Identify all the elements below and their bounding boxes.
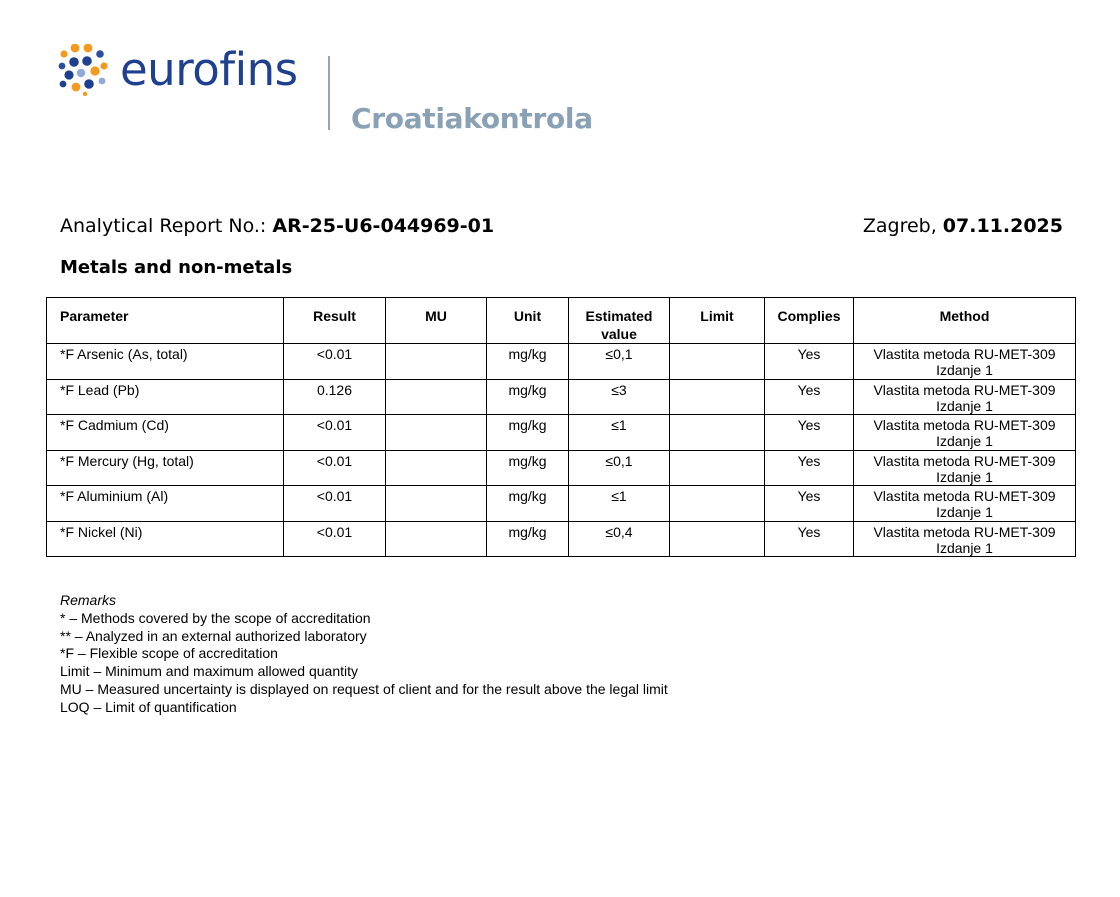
cell-parameter: *F Arsenic (As, total)	[47, 344, 284, 380]
cell-mu	[386, 379, 487, 415]
cell-complies: Yes	[765, 486, 854, 522]
cell-result: <0.01	[284, 450, 386, 486]
remark-line: MU – Measured uncertainty is displayed on request of client and for the result above the legal limit	[60, 680, 668, 697]
report-header	[60, 213, 1063, 239]
method-line2: Izdanje 1	[936, 468, 993, 485]
cell-unit: mg/kg	[487, 379, 569, 415]
remark-line: LOQ – Limit of quantification	[60, 698, 237, 715]
cell-parameter: *F Cadmium (Cd)	[47, 415, 284, 451]
company-logo	[58, 43, 593, 144]
header-mu: MU	[386, 298, 487, 344]
header-complies: Complies	[765, 298, 854, 344]
remarks-section	[60, 592, 668, 717]
cell-estimated: ≤3	[569, 379, 670, 415]
cell-mu	[386, 415, 487, 451]
cell-parameter: *F Lead (Pb)	[47, 379, 284, 415]
method-line2: Izdanje 1	[936, 539, 993, 556]
table-row	[47, 344, 1076, 380]
logo-wordmark: eurofins	[120, 43, 298, 96]
cell-limit	[670, 379, 765, 415]
cell-complies: Yes	[765, 415, 854, 451]
cell-parameter: *F Mercury (Hg, total)	[47, 450, 284, 486]
method-line2: Izdanje 1	[936, 504, 993, 520]
method-line1: Vlastita metoda RU-MET-309	[873, 523, 1056, 540]
section-title: Metals and non-metals	[60, 257, 293, 278]
logo-subbrand: Croatiakontrola	[351, 102, 593, 135]
remark-line: ** – Analyzed in an external authorized laboratory	[60, 627, 367, 644]
table-row	[47, 521, 1076, 557]
report-number: AR-25-U6-044969-01	[272, 215, 495, 237]
cell-mu	[386, 486, 487, 522]
cell-complies: Yes	[765, 450, 854, 486]
table-row	[47, 450, 1076, 486]
cell-method	[854, 521, 1076, 557]
method-line2: Izdanje 1	[936, 433, 993, 449]
method-line1: Vlastita metoda RU-MET-309	[873, 346, 1056, 362]
cell-unit: mg/kg	[487, 450, 569, 486]
cell-limit	[670, 344, 765, 380]
cell-mu	[386, 521, 487, 557]
method-line1: Vlastita metoda RU-MET-309	[873, 452, 1056, 469]
cell-limit	[670, 521, 765, 557]
remark-line: *F – Flexible scope of accreditation	[60, 645, 278, 662]
cell-estimated: ≤0,1	[569, 450, 670, 486]
cell-result: <0.01	[284, 344, 386, 380]
header-parameter: Parameter	[47, 298, 284, 344]
header-result: Result	[284, 298, 386, 344]
cell-result: <0.01	[284, 521, 386, 557]
cell-estimated: ≤1	[569, 415, 670, 451]
results-table	[46, 297, 1076, 557]
cell-method	[854, 379, 1076, 415]
cell-method	[854, 344, 1076, 380]
cell-unit: mg/kg	[487, 521, 569, 557]
cell-result: 0.126	[284, 379, 386, 415]
report-date: 07.11.2025	[942, 215, 1063, 237]
remark-line: Limit – Minimum and maximum allowed quantity	[60, 663, 358, 680]
report-number-label: Analytical Report No.:	[60, 215, 273, 237]
cell-unit: mg/kg	[487, 486, 569, 522]
cell-mu	[386, 450, 487, 486]
logo-divider	[328, 56, 330, 130]
cell-result: <0.01	[284, 415, 386, 451]
report-place-date	[863, 213, 1063, 239]
method-line1: Vlastita metoda RU-MET-309	[873, 381, 1056, 398]
eurofins-dots-icon	[58, 44, 110, 96]
method-line2: Izdanje 1	[936, 362, 993, 378]
table-row	[47, 415, 1076, 451]
cell-estimated: ≤0,4	[569, 521, 670, 557]
cell-method	[854, 450, 1076, 486]
remarks-title: Remarks	[60, 592, 117, 608]
cell-unit: mg/kg	[487, 415, 569, 451]
cell-result: <0.01	[284, 486, 386, 522]
cell-complies: Yes	[765, 521, 854, 557]
cell-complies: Yes	[765, 344, 854, 380]
cell-limit	[670, 415, 765, 451]
cell-estimated: ≤1	[569, 486, 670, 522]
cell-method	[854, 415, 1076, 451]
cell-limit	[670, 450, 765, 486]
cell-limit	[670, 486, 765, 522]
remark-line: * – Methods covered by the scope of accreditation	[60, 609, 371, 626]
header-estimated-line2: value	[601, 326, 637, 342]
cell-estimated: ≤0,1	[569, 344, 670, 380]
report-city: Zagreb,	[862, 215, 943, 237]
method-line2: Izdanje 1	[936, 397, 993, 414]
header-estimated-value	[569, 298, 670, 344]
table-row	[47, 486, 1076, 522]
table-body	[47, 344, 1076, 557]
header-estimated-line1: Estimated	[585, 308, 653, 324]
cell-mu	[386, 344, 487, 380]
header-method: Method	[854, 298, 1076, 344]
cell-complies: Yes	[765, 379, 854, 415]
method-line1: Vlastita metoda RU-MET-309	[873, 488, 1056, 504]
header-limit: Limit	[670, 298, 765, 344]
header-unit: Unit	[487, 298, 569, 344]
cell-parameter: *F Nickel (Ni)	[47, 521, 284, 557]
cell-parameter: *F Aluminium (Al)	[47, 486, 284, 522]
table-row	[47, 379, 1076, 415]
method-line1: Vlastita metoda RU-MET-309	[873, 417, 1056, 433]
table-header-row	[47, 298, 1076, 344]
cell-unit: mg/kg	[487, 344, 569, 380]
cell-method	[854, 486, 1076, 522]
